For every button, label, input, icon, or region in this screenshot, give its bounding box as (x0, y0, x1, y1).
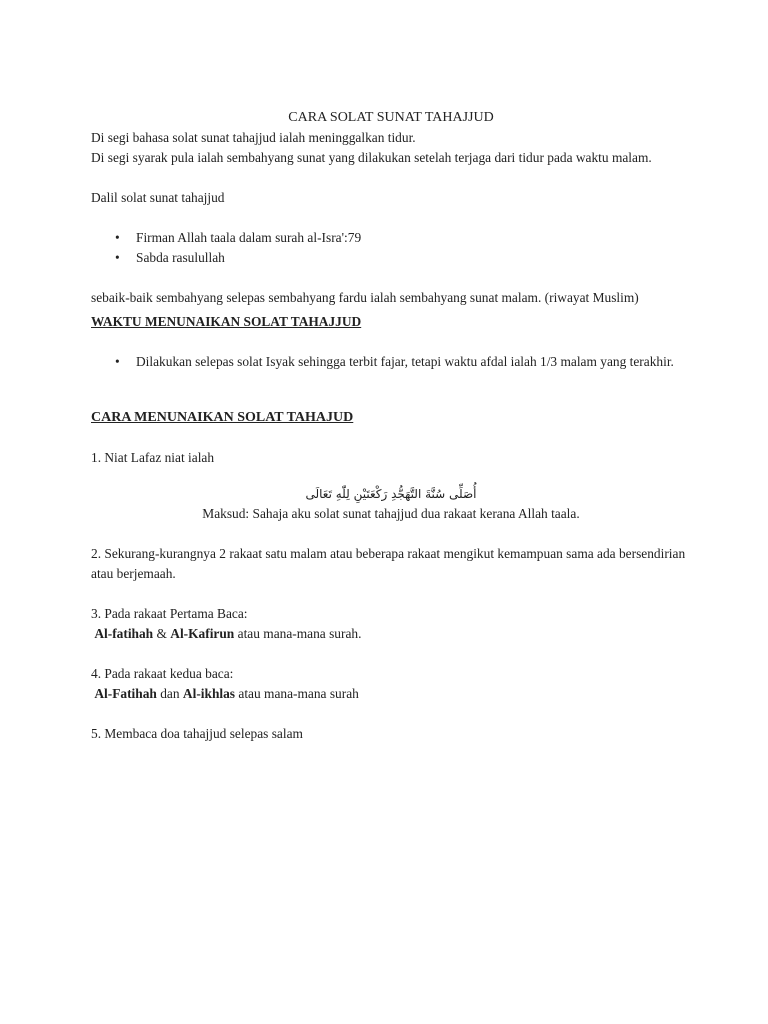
page-title: CARA SOLAT SUNAT TAHAJJUD (288, 110, 494, 125)
maksud-text: Maksud: Sahaja aku solat sunat tahajjud dua rakaat kerana Allah taala. (202, 506, 580, 521)
surah-name: Al-Fatihah (94, 686, 157, 701)
document-body (91, 108, 691, 744)
surah-name: Al-fatihah (94, 626, 154, 641)
list-item: • Sabda rasulullah (91, 248, 691, 268)
hadith-text: sebaik-baik sembahyang selepas sembahyang fardu ialah sembahyang sunat malam. (riwayat Muslim) (91, 290, 639, 305)
step-4-surahs: Al-Fatihah dan Al-ikhlas atau mana-mana surah (94, 686, 359, 701)
surah-name: Al-Kafirun (170, 626, 235, 641)
niat-arabic-text: أُصَلِّى سُنَّةَ التَّهَجُّدِ رَكْعَتَيْنِ لِلّٰهِ تَعَالَى (305, 487, 477, 501)
dalil-list (91, 228, 691, 268)
step-3-label: 3. Pada rakaat Pertama Baca: (91, 606, 248, 621)
surah-name: Al-ikhlas (182, 686, 236, 701)
intro-line-1: Di segi bahasa solat sunat tahajjud ialah meninggalkan tidur. (91, 130, 416, 145)
intro-line-2: Di segi syarak pula ialah sembahyang sunat yang dilakukan setelah terjaga dari tidur pada waktu malam. (91, 150, 652, 165)
step-4-label: 4. Pada rakaat kedua baca: (91, 666, 234, 681)
step-3-surahs: Al-fatihah & Al-Kafirun atau mana-mana surah. (94, 626, 362, 641)
list-item: • Dilakukan selepas solat Isyak sehingga terbit fajar, tetapi waktu afdal ialah 1/3 malam yang terakhir. (91, 352, 691, 372)
dalil-label: Dalil solat sunat tahajjud (91, 190, 225, 205)
step-5: 5. Membaca doa tahajjud selepas salam (91, 726, 303, 741)
step-1: 1. Niat Lafaz niat ialah (91, 450, 215, 465)
waktu-list (91, 352, 691, 372)
list-item: • Firman Allah taala dalam surah al-Isra':79 (91, 228, 691, 248)
step-2: 2. Sekurang-kurangnya 2 rakaat satu malam atau beberapa rakaat mengikut kemampuan sama ada bersendirian atau berjemaah. (91, 546, 686, 581)
section-heading-waktu: WAKTU MENUNAIKAN SOLAT TAHAJJUD (91, 314, 362, 329)
section-heading-cara: CARA MENUNAIKAN SOLAT TAHAJUD (91, 410, 354, 425)
